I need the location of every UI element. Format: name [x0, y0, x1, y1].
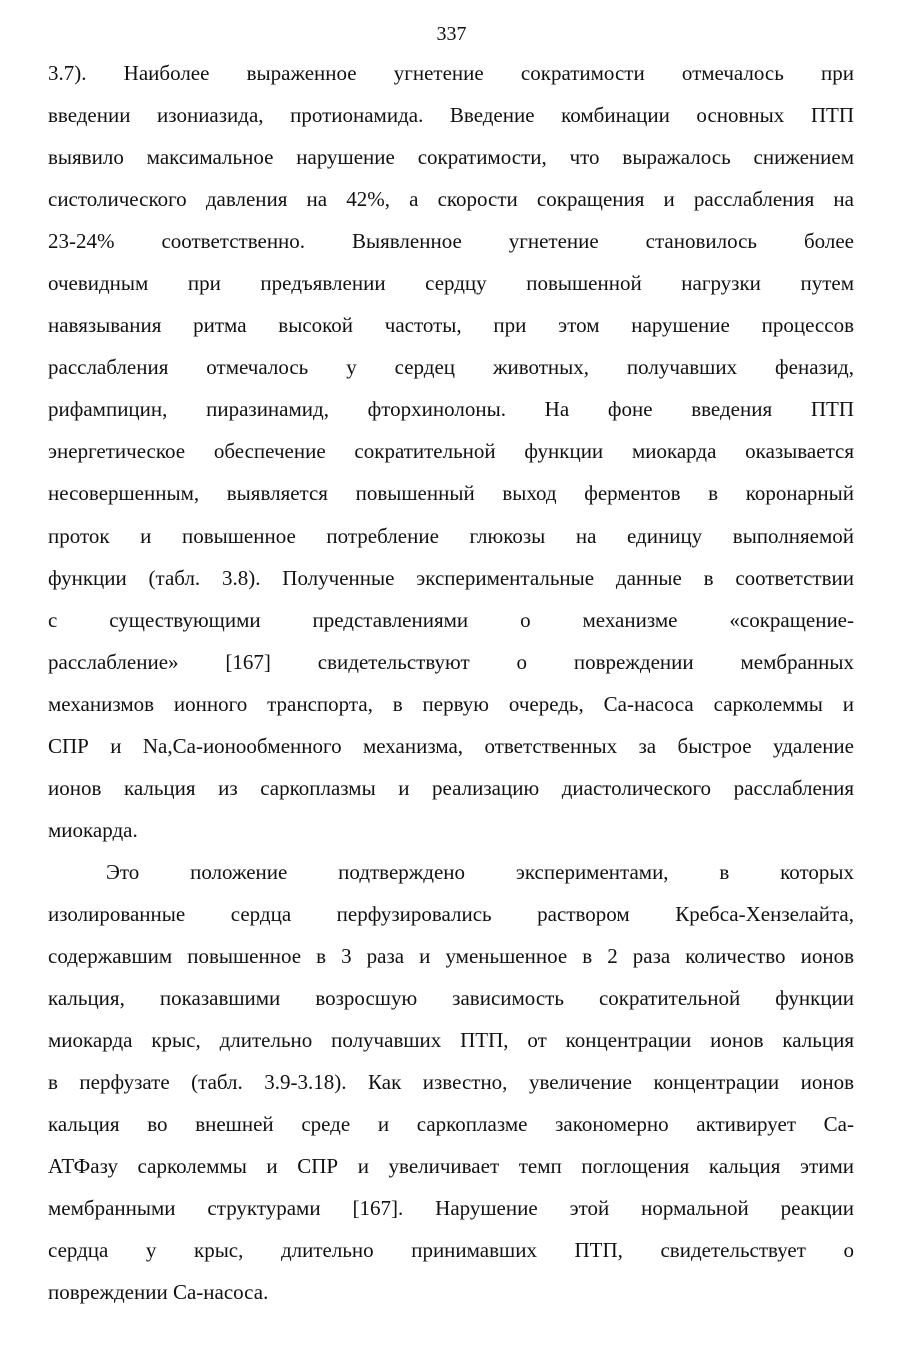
text-line: кальция, показавшими возросшую зависимость сократительной функции: [48, 986, 854, 1011]
text-line: проток и повышенное потребление глюкозы на единицу выполняемой: [48, 523, 854, 548]
text-line: механизмов ионного транспорта, в первую очередь, Са-насоса сарколеммы и: [48, 691, 854, 716]
text-line: сердца у крыс, длительно принимавших ПТП, свидетельствует о: [48, 1238, 854, 1263]
text-line: энергетическое обеспечение сократительной функции миокарда оказывается: [48, 439, 854, 464]
text-line: функции (табл. 3.8). Полученные экспериментальные данные в соответствии: [48, 565, 854, 590]
text-line: 23-24% соответственно. Выявленное угнетение становилось более: [48, 229, 854, 254]
text-line: с существующими представлениями о механизме «сокращение-: [48, 607, 854, 632]
text-line: введении изониазида, протионамида. Введение комбинации основных ПТП: [48, 103, 854, 128]
text-line: в перфузате (табл. 3.9-3.18). Как известно, увеличение концентрации ионов: [48, 1070, 854, 1095]
text-line: миокарда.: [48, 817, 138, 842]
text-line: рифампицин, пиразинамид, фторхинолоны. На фоне введения ПТП: [48, 397, 854, 422]
text-line: несовершенным, выявляется повышенный выход ферментов в коронарный: [48, 481, 854, 506]
text-line: ионов кальция из саркоплазмы и реализацию диастолического расслабления: [48, 775, 854, 800]
text-line: мембранными структурами [167]. Нарушение этой нормальной реакции: [48, 1196, 854, 1221]
text-line: очевидным при предъявлении сердцу повышенной нагрузки путем: [48, 271, 854, 296]
text-line: СПР и Na,Са-ионообменного механизма, ответственных за быстрое удаление: [48, 733, 854, 758]
text-line: 3.7). Наиболее выраженное угнетение сократимости отмечалось при: [48, 61, 854, 85]
text-line: кальция во внешней среде и саркоплазме закономерно активирует Са-: [48, 1112, 854, 1137]
text-line: содержавшим повышенное в 3 раза и уменьшенное в 2 раза количество ионов: [48, 943, 854, 968]
text-line: систолического давления на 42%, а скорости сокращения и расслабления на: [48, 187, 854, 212]
text-line: Это положение подтверждено экспериментами, в которых: [106, 859, 854, 884]
text-line: изолированные сердца перфузировались раствором Кребса-Хензелайта,: [48, 901, 854, 926]
text-line: выявило максимальное нарушение сократимости, что выражалось снижением: [48, 145, 854, 170]
text-line: расслабление» [167] свидетельствуют о повреждении мембранных: [48, 649, 854, 674]
text-line: повреждении Са-насоса.: [48, 1280, 269, 1305]
text-line: АТФазу сарколеммы и СПР и увеличивает темп поглощения кальция этими: [48, 1154, 854, 1179]
text-line: миокарда крыс, длительно получавших ПТП, от концентрации ионов кальция: [48, 1028, 854, 1053]
paragraph-1: [48, 52, 854, 851]
page-number: 337: [436, 23, 467, 45]
paragraph-2: [48, 851, 854, 1314]
document-body: [48, 52, 854, 1313]
text-line: расслабления отмечалось у сердец животных, получавших феназид,: [48, 355, 854, 380]
text-line: навязывания ритма высокой частоты, при этом нарушение процессов: [48, 313, 854, 338]
